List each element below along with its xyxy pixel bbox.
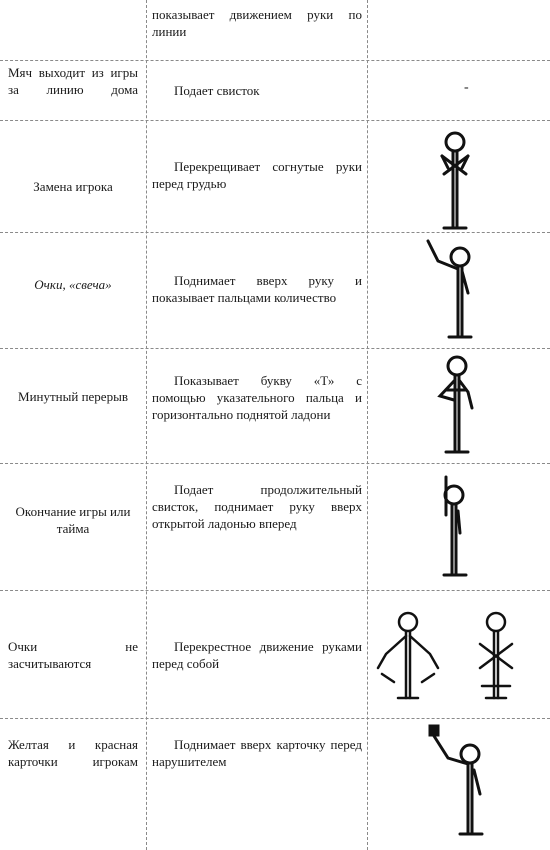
row-divider — [0, 463, 550, 464]
signal-description: Подает продолжительный свисток, поднимает руку вверх открытой ладонью вперед — [152, 482, 362, 531]
t-sign-figure-icon — [424, 352, 494, 460]
situation-label: Очки, «свеча» — [34, 277, 112, 292]
row-divider — [0, 348, 550, 349]
signal-description: Подает свисток — [174, 83, 260, 98]
row-divider — [0, 590, 550, 591]
situation-label: Замена игрока — [33, 179, 113, 194]
situation-label: Окончание игры или тайма — [15, 504, 131, 536]
column-divider — [367, 0, 368, 850]
row-divider — [0, 120, 550, 121]
open-palm-up-figure-icon — [430, 471, 490, 583]
signal-description: Показывает букву «Т» с помощью указательного пальца и горизонтально поднятой ладони — [152, 373, 362, 422]
signal-description: показывает движением руки по линии — [152, 7, 362, 39]
raised-hand-figure-icon — [418, 237, 488, 345]
no-figure-dash: - — [464, 80, 469, 95]
crossed-arms-figure-icon — [420, 128, 490, 236]
signal-description: Поднимает вверх руку и показывает пальцами количество — [152, 273, 362, 305]
column-divider — [146, 0, 147, 850]
signal-description: Перекрещивает согнутые руки перед грудью — [152, 159, 362, 191]
signal-description: Поднимает вверх карточку перед нарушителем — [152, 737, 362, 769]
situation-label: Мяч выходит из игры за линию дома — [8, 65, 138, 97]
cross-movement-figures-icon — [374, 608, 540, 708]
card-raised-figure-icon — [424, 724, 494, 842]
row-divider — [0, 60, 550, 61]
situation-label: Минутный перерыв — [18, 389, 128, 404]
situation-label: Очки не засчитываются — [8, 639, 138, 671]
situation-label: Желтая и красная карточки игрокам — [8, 737, 138, 769]
signal-description: Перекрестное движение руками перед собой — [152, 639, 362, 671]
row-divider — [0, 718, 550, 719]
